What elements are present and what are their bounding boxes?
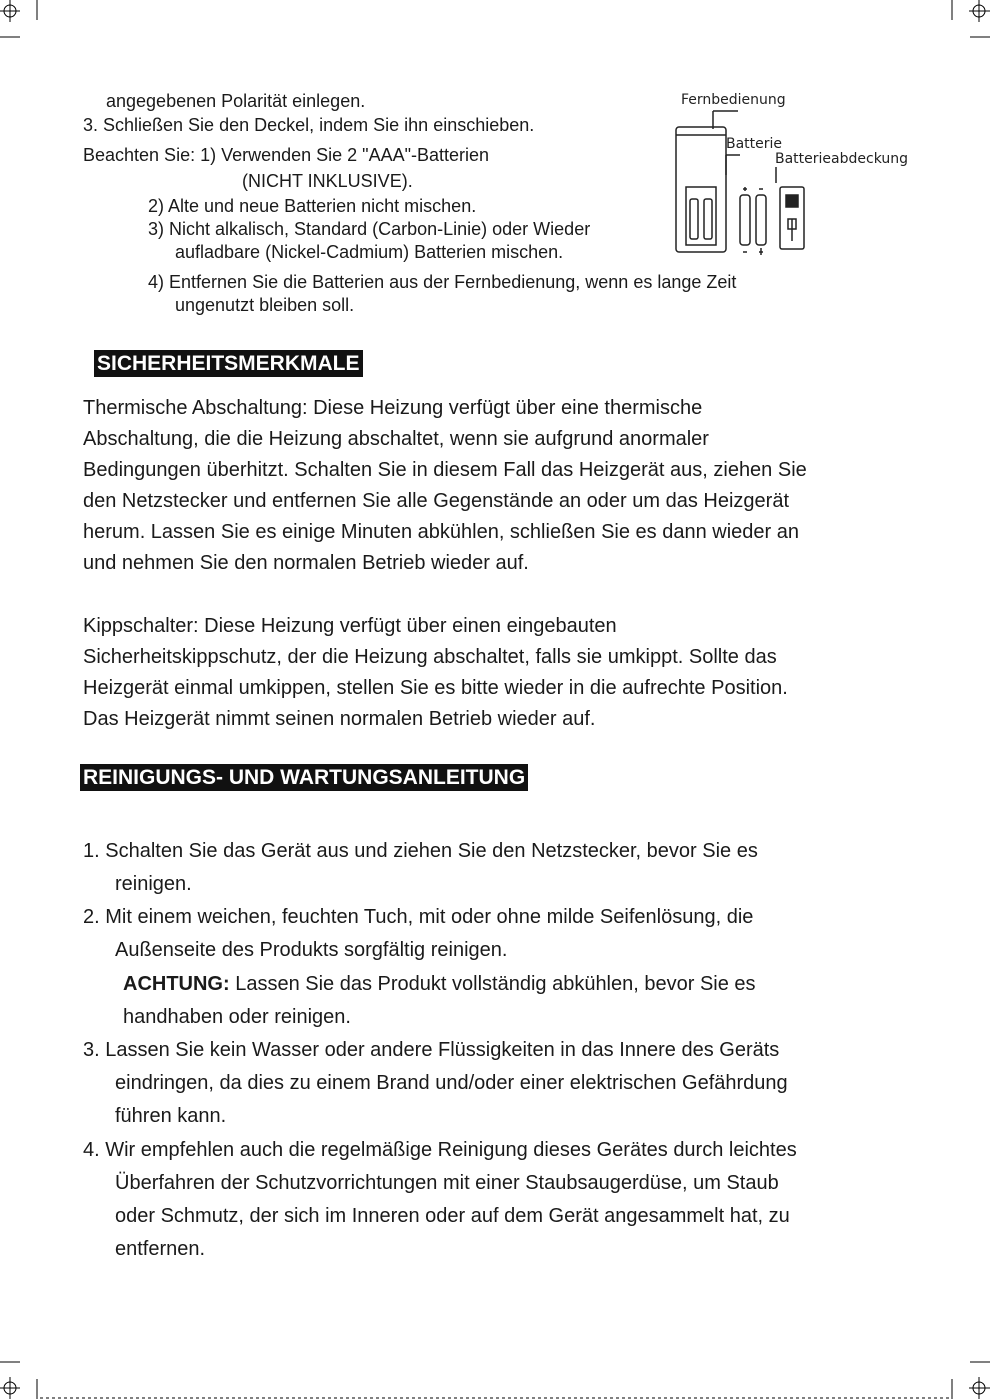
cleaning-item-1: 1. Schalten Sie das Gerät aus und ziehen Sie den Netzstecker, bevor Sie es bbox=[83, 840, 758, 862]
thermal-line: und nehmen Sie den normalen Betrieb wieder auf. bbox=[83, 552, 529, 574]
thermal-paragraph bbox=[83, 393, 923, 579]
cleaning-item-4-cont3: entfernen. bbox=[115, 1238, 206, 1260]
thermal-line: Bedingungen überhitzt. Schalten Sie in diesem Fall das Heizgerät aus, ziehen Sie bbox=[83, 459, 807, 481]
thermal-line: den Netzstecker und entfernen Sie alle Gegenstände an oder um das Heizgerät bbox=[83, 490, 789, 512]
tip-line: Das Heizgerät nimmt seinen normalen Betrieb wieder auf. bbox=[83, 708, 596, 730]
caution-text: Lassen Sie das Produkt vollständig abkühlen, bevor Sie es bbox=[229, 973, 756, 995]
cleaning-item-4-cont: Überfahren der Schutzvorrichtungen mit einer Staubsaugerdüse, um Staub bbox=[115, 1172, 779, 1194]
tip-line: Heizgerät einmal umkippen, stellen Sie es bitte wieder in die aufrechte Position. bbox=[83, 677, 788, 699]
note-4-cont: ungenutzt bleiben soll. bbox=[175, 295, 355, 315]
note-4: 4) Entfernen Sie die Batterien aus der Fernbedienung, wenn es lange Zeit bbox=[148, 272, 737, 292]
cleaning-item-3: 3. Lassen Sie kein Wasser oder andere Flüssigkeiten in das Innere des Geräts bbox=[83, 1039, 780, 1061]
step-3: 3. Schließen Sie den Deckel, indem Sie ihn einschieben. bbox=[83, 115, 535, 135]
caution-line bbox=[123, 968, 756, 1001]
thermal-line: herum. Lassen Sie es einige Minuten abkühlen, schließen Sie es dann wieder an bbox=[83, 521, 799, 543]
safety-heading: SICHERHEITSMERKMALE bbox=[94, 350, 363, 377]
tip-line: Kippschalter: Diese Heizung verfügt über einen eingebauten bbox=[83, 615, 617, 637]
thermal-line: Abschaltung, die die Heizung abschaltet, wenn sie aufgrund anormaler bbox=[83, 428, 709, 450]
label-battery: Batterie bbox=[726, 136, 783, 152]
cleaning-item-3-cont2: führen kann. bbox=[115, 1105, 227, 1127]
cleaning-item-1-cont: reinigen. bbox=[115, 873, 192, 895]
label-battery-cover: Batterieabdeckung bbox=[775, 151, 909, 167]
cleaning-item-2-cont: Außenseite des Produkts sorgfältig reinigen. bbox=[115, 939, 508, 961]
cleaning-item-3-cont: eindringen, da dies zu einem Brand und/oder einer elektrischen Gefährdung bbox=[115, 1072, 788, 1094]
tip-line: Sicherheitskippschutz, der die Heizung abschaltet, falls sie umkippt. Sollte das bbox=[83, 646, 777, 668]
remote-battery-diagram bbox=[660, 95, 920, 275]
caution-label: ACHTUNG: bbox=[123, 973, 230, 995]
note-3-cont: aufladbare (Nickel-Cadmium) Batterien mischen. bbox=[175, 242, 564, 262]
note-1: Beachten Sie: 1) Verwenden Sie 2 "AAA"-Batterien bbox=[83, 145, 490, 165]
tip-over-paragraph bbox=[83, 611, 923, 735]
cleaning-item-4-cont2: oder Schmutz, der sich im Inneren oder auf dem Gerät angesammelt hat, zu bbox=[115, 1205, 790, 1227]
polarity-line: angegebenen Polarität einlegen. bbox=[106, 91, 366, 111]
note-2: 2) Alte und neue Batterien nicht mischen. bbox=[148, 196, 477, 216]
cleaning-heading: REINIGUNGS- UND WARTUNGSANLEITUNG bbox=[80, 764, 528, 791]
thermal-line: Thermische Abschaltung: Diese Heizung verfügt über eine thermische bbox=[83, 397, 703, 419]
note-3: 3) Nicht alkalisch, Standard (Carbon-Linie) oder Wieder bbox=[148, 219, 591, 239]
label-remote: Fernbedienung bbox=[681, 92, 786, 108]
caution-cont: handhaben oder reinigen. bbox=[123, 1006, 351, 1028]
note-1-cont: (NICHT INKLUSIVE). bbox=[242, 171, 413, 191]
cleaning-item-2: 2. Mit einem weichen, feuchten Tuch, mit oder ohne milde Seifenlösung, die bbox=[83, 906, 754, 928]
cleaning-item-4: 4. Wir empfehlen auch die regelmäßige Reinigung dieses Gerätes durch leichtes bbox=[83, 1139, 797, 1161]
